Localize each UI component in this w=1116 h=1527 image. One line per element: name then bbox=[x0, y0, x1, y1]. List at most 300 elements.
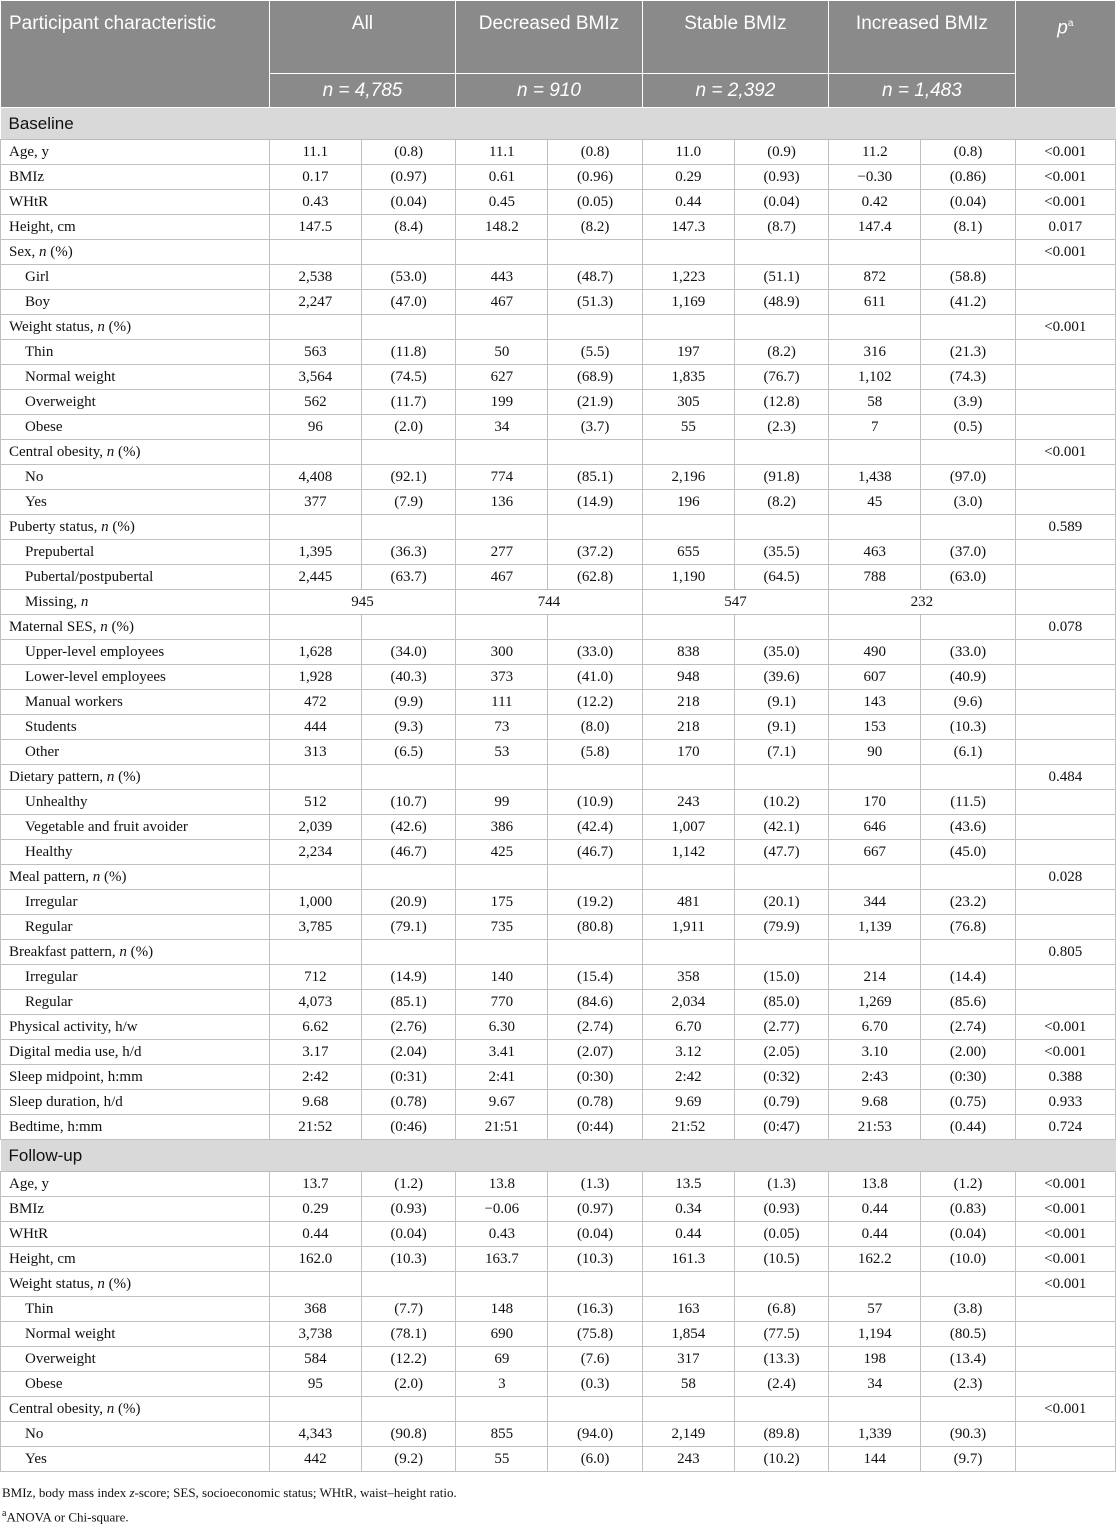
cell-spread bbox=[921, 315, 1015, 340]
table-row bbox=[1, 1397, 1116, 1422]
cell-spread: (10.7) bbox=[361, 790, 455, 815]
cell-value: 2,039 bbox=[269, 815, 361, 840]
cell-spread: (79.1) bbox=[361, 915, 455, 940]
cell-spread: (80.8) bbox=[548, 915, 642, 940]
cell-value: 467 bbox=[456, 290, 548, 315]
cell-value: 472 bbox=[269, 690, 361, 715]
footnote-abbreviations: BMIz, body mass index z-score; SES, socioeconomic status; WHtR, waist–height ratio. bbox=[2, 1485, 457, 1500]
cell-value bbox=[642, 1397, 734, 1422]
cell-spread: (8.1) bbox=[921, 215, 1015, 240]
cell-spread: (42.4) bbox=[548, 815, 642, 840]
cell-value: 463 bbox=[829, 540, 921, 565]
row-label: Sex, n (%) bbox=[1, 240, 270, 265]
table-row bbox=[1, 390, 1116, 415]
cell-spread: (94.0) bbox=[548, 1422, 642, 1447]
cell-value: 140 bbox=[456, 965, 548, 990]
cell-p-value: <0.001 bbox=[1015, 240, 1115, 265]
cell-spread: (78.1) bbox=[361, 1322, 455, 1347]
table-row bbox=[1, 1322, 1116, 1347]
cell-spread: (10.2) bbox=[734, 790, 828, 815]
cell-spread: (2.07) bbox=[548, 1040, 642, 1065]
cell-spread: (13.3) bbox=[734, 1347, 828, 1372]
cell-spread: (0.78) bbox=[548, 1090, 642, 1115]
cell-spread: (47.0) bbox=[361, 290, 455, 315]
cell-p-value: 0.805 bbox=[1015, 940, 1115, 965]
cell-spread: (41.2) bbox=[921, 290, 1015, 315]
cell-value: 9.68 bbox=[269, 1090, 361, 1115]
cell-value: 11.0 bbox=[642, 140, 734, 165]
cell-value: 788 bbox=[829, 565, 921, 590]
cell-spread: (12.2) bbox=[361, 1347, 455, 1372]
cell-value bbox=[456, 1397, 548, 1422]
cell-spread bbox=[921, 615, 1015, 640]
cell-value: 6.30 bbox=[456, 1015, 548, 1040]
cell-spread: (13.4) bbox=[921, 1347, 1015, 1372]
cell-spread bbox=[734, 240, 828, 265]
row-label: Age, y bbox=[1, 1172, 270, 1197]
cell-value: 305 bbox=[642, 390, 734, 415]
header-group-stable: Stable BMIz bbox=[642, 1, 828, 74]
row-label: Healthy bbox=[1, 840, 270, 865]
cell-value: 214 bbox=[829, 965, 921, 990]
cell-value: 2,445 bbox=[269, 565, 361, 590]
cell-spread: (10.2) bbox=[734, 1447, 828, 1472]
cell-spread: (0:46) bbox=[361, 1115, 455, 1140]
table-row bbox=[1, 1090, 1116, 1115]
cell-p-value bbox=[1015, 690, 1115, 715]
row-label: Regular bbox=[1, 915, 270, 940]
cell-spread: (76.7) bbox=[734, 365, 828, 390]
row-label: Yes bbox=[1, 490, 270, 515]
p-letter: p bbox=[1057, 17, 1068, 39]
cell-value: 11.2 bbox=[829, 140, 921, 165]
row-label: Boy bbox=[1, 290, 270, 315]
cell-spread: (90.3) bbox=[921, 1422, 1015, 1447]
cell-p-value bbox=[1015, 290, 1115, 315]
cell-spread: (53.0) bbox=[361, 265, 455, 290]
cell-spread: (7.9) bbox=[361, 490, 455, 515]
cell-value: 735 bbox=[456, 915, 548, 940]
cell-value: 2:41 bbox=[456, 1065, 548, 1090]
cell-spread: (10.3) bbox=[921, 715, 1015, 740]
cell-value bbox=[829, 1272, 921, 1297]
row-label: Irregular bbox=[1, 890, 270, 915]
cell-spread: (9.2) bbox=[361, 1447, 455, 1472]
cell-spread: (0.79) bbox=[734, 1090, 828, 1115]
cell-value bbox=[829, 1397, 921, 1422]
cell-value: 2:42 bbox=[269, 1065, 361, 1090]
cell-spread bbox=[921, 440, 1015, 465]
cell-spread: (45.0) bbox=[921, 840, 1015, 865]
cell-value bbox=[456, 515, 548, 540]
cell-value: 99 bbox=[456, 790, 548, 815]
table-row bbox=[1, 590, 1116, 615]
cell-spread bbox=[734, 765, 828, 790]
cell-value: 627 bbox=[456, 365, 548, 390]
cell-spread bbox=[734, 615, 828, 640]
section-title: Baseline bbox=[1, 108, 1116, 140]
cell-p-value bbox=[1015, 790, 1115, 815]
table-row bbox=[1, 1040, 1116, 1065]
cell-value: 148.2 bbox=[456, 215, 548, 240]
cell-spread: (84.6) bbox=[548, 990, 642, 1015]
cell-spread: (48.9) bbox=[734, 290, 828, 315]
cell-spread: (0.8) bbox=[361, 140, 455, 165]
cell-value: 0.42 bbox=[829, 190, 921, 215]
cell-spread bbox=[361, 1397, 455, 1422]
row-label: Normal weight bbox=[1, 1322, 270, 1347]
cell-p-value bbox=[1015, 1297, 1115, 1322]
cell-value: 1,102 bbox=[829, 365, 921, 390]
cell-spread: (7.7) bbox=[361, 1297, 455, 1322]
cell-value: 90 bbox=[829, 740, 921, 765]
cell-spread: (63.7) bbox=[361, 565, 455, 590]
table-row bbox=[1, 915, 1116, 940]
cell-spread: (34.0) bbox=[361, 640, 455, 665]
cell-spread: (76.8) bbox=[921, 915, 1015, 940]
cell-spread: (46.7) bbox=[361, 840, 455, 865]
table-row bbox=[1, 665, 1116, 690]
cell-value: 1,142 bbox=[642, 840, 734, 865]
cell-spread: (40.9) bbox=[921, 665, 1015, 690]
cell-p-value bbox=[1015, 640, 1115, 665]
cell-value: 1,438 bbox=[829, 465, 921, 490]
table-row bbox=[1, 765, 1116, 790]
cell-value bbox=[269, 765, 361, 790]
cell-spread: (91.8) bbox=[734, 465, 828, 490]
cell-spread: (8.0) bbox=[548, 715, 642, 740]
cell-value: 73 bbox=[456, 715, 548, 740]
cell-spread: (9.3) bbox=[361, 715, 455, 740]
table-row bbox=[1, 515, 1116, 540]
cell-value: 162.2 bbox=[829, 1247, 921, 1272]
header-n-decreased: n = 910 bbox=[456, 74, 643, 108]
cell-spread: (0:47) bbox=[734, 1115, 828, 1140]
cell-value: 11.1 bbox=[456, 140, 548, 165]
cell-value: 3.12 bbox=[642, 1040, 734, 1065]
cell-spread bbox=[548, 1397, 642, 1422]
cell-p-value bbox=[1015, 565, 1115, 590]
cell-value: 3,785 bbox=[269, 915, 361, 940]
table-row bbox=[1, 415, 1116, 440]
cell-p-value bbox=[1015, 390, 1115, 415]
cell-p-value: 0.028 bbox=[1015, 865, 1115, 890]
cell-spread: (10.3) bbox=[361, 1247, 455, 1272]
cell-p-value: <0.001 bbox=[1015, 1197, 1115, 1222]
cell-value: 6.70 bbox=[829, 1015, 921, 1040]
cell-value: 3.41 bbox=[456, 1040, 548, 1065]
table-row bbox=[1, 290, 1116, 315]
cell-spread bbox=[361, 865, 455, 890]
cell-spread: (10.5) bbox=[734, 1247, 828, 1272]
header-group-decreased: Decreased BMIz bbox=[456, 1, 643, 74]
cell-value: 34 bbox=[456, 415, 548, 440]
cell-value: 1,854 bbox=[642, 1322, 734, 1347]
cell-spread: (2.3) bbox=[734, 415, 828, 440]
footnote-a bbox=[2, 1503, 1116, 1527]
cell-spread: (75.8) bbox=[548, 1322, 642, 1347]
cell-spread: (0.97) bbox=[361, 165, 455, 190]
row-label: Height, cm bbox=[1, 215, 270, 240]
cell-value: 2,538 bbox=[269, 265, 361, 290]
cell-spread: (2.3) bbox=[921, 1372, 1015, 1397]
header-p-value bbox=[1015, 1, 1115, 108]
footnotes bbox=[0, 1472, 1116, 1527]
cell-p-value: <0.001 bbox=[1015, 1247, 1115, 1272]
row-label: Sleep duration, h/d bbox=[1, 1090, 270, 1115]
cell-p-value bbox=[1015, 1372, 1115, 1397]
cell-spread: (47.7) bbox=[734, 840, 828, 865]
cell-p-value: <0.001 bbox=[1015, 1272, 1115, 1297]
row-label: Thin bbox=[1, 1297, 270, 1322]
cell-merged-value: 945 bbox=[269, 590, 455, 615]
cell-value: 4,408 bbox=[269, 465, 361, 490]
cell-value bbox=[456, 315, 548, 340]
row-label: Girl bbox=[1, 265, 270, 290]
cell-value: 136 bbox=[456, 490, 548, 515]
cell-value: 170 bbox=[829, 790, 921, 815]
cell-value: 277 bbox=[456, 540, 548, 565]
cell-value: 147.3 bbox=[642, 215, 734, 240]
cell-spread: (8.2) bbox=[548, 215, 642, 240]
row-label: Dietary pattern, n (%) bbox=[1, 765, 270, 790]
cell-spread: (2.0) bbox=[361, 1372, 455, 1397]
table-row bbox=[1, 1172, 1116, 1197]
cell-value: 163.7 bbox=[456, 1247, 548, 1272]
cell-p-value bbox=[1015, 840, 1115, 865]
cell-spread: (0.8) bbox=[921, 140, 1015, 165]
cell-spread: (2.4) bbox=[734, 1372, 828, 1397]
table-row bbox=[1, 240, 1116, 265]
cell-p-value bbox=[1015, 415, 1115, 440]
cell-spread: (0.9) bbox=[734, 140, 828, 165]
cell-value: 4,073 bbox=[269, 990, 361, 1015]
cell-spread bbox=[921, 940, 1015, 965]
cell-spread bbox=[734, 940, 828, 965]
row-label: Thin bbox=[1, 340, 270, 365]
cell-spread bbox=[548, 315, 642, 340]
cell-value: 0.44 bbox=[829, 1222, 921, 1247]
cell-value: 163 bbox=[642, 1297, 734, 1322]
table-row bbox=[1, 615, 1116, 640]
cell-spread bbox=[361, 315, 455, 340]
cell-spread: (16.3) bbox=[548, 1297, 642, 1322]
cell-value: 148 bbox=[456, 1297, 548, 1322]
table-row bbox=[1, 1297, 1116, 1322]
cell-spread: (0.93) bbox=[361, 1197, 455, 1222]
cell-value bbox=[269, 1397, 361, 1422]
cell-value: 481 bbox=[642, 890, 734, 915]
header-characteristic: Participant characteristic bbox=[1, 1, 270, 108]
cell-spread bbox=[548, 440, 642, 465]
cell-value: 562 bbox=[269, 390, 361, 415]
cell-value: 9.69 bbox=[642, 1090, 734, 1115]
cell-spread: (35.0) bbox=[734, 640, 828, 665]
cell-value: 0.61 bbox=[456, 165, 548, 190]
cell-value bbox=[829, 515, 921, 540]
cell-spread: (6.5) bbox=[361, 740, 455, 765]
cell-value: 9.68 bbox=[829, 1090, 921, 1115]
cell-value: 198 bbox=[829, 1347, 921, 1372]
cell-value: 1,835 bbox=[642, 365, 734, 390]
cell-value bbox=[829, 440, 921, 465]
header-n-stable: n = 2,392 bbox=[642, 74, 828, 108]
cell-spread: (7.1) bbox=[734, 740, 828, 765]
cell-p-value bbox=[1015, 465, 1115, 490]
cell-value: 161.3 bbox=[642, 1247, 734, 1272]
cell-value: 607 bbox=[829, 665, 921, 690]
cell-spread: (10.0) bbox=[921, 1247, 1015, 1272]
cell-spread: (42.1) bbox=[734, 815, 828, 840]
row-label: Upper-level employees bbox=[1, 640, 270, 665]
cell-spread: (74.5) bbox=[361, 365, 455, 390]
cell-spread: (0.86) bbox=[921, 165, 1015, 190]
table-body bbox=[1, 108, 1116, 1472]
row-label: Breakfast pattern, n (%) bbox=[1, 940, 270, 965]
cell-spread: (85.1) bbox=[548, 465, 642, 490]
cell-spread: (7.6) bbox=[548, 1347, 642, 1372]
cell-spread: (2.04) bbox=[361, 1040, 455, 1065]
cell-spread: (89.8) bbox=[734, 1422, 828, 1447]
cell-value: 1,269 bbox=[829, 990, 921, 1015]
cell-value: 13.5 bbox=[642, 1172, 734, 1197]
cell-spread bbox=[921, 515, 1015, 540]
cell-spread bbox=[548, 1272, 642, 1297]
row-label: Height, cm bbox=[1, 1247, 270, 1272]
table-row bbox=[1, 690, 1116, 715]
cell-spread bbox=[921, 765, 1015, 790]
cell-p-value bbox=[1015, 340, 1115, 365]
cell-spread bbox=[921, 240, 1015, 265]
cell-spread: (0.04) bbox=[361, 190, 455, 215]
table-row bbox=[1, 1065, 1116, 1090]
cell-spread bbox=[361, 440, 455, 465]
table-row bbox=[1, 565, 1116, 590]
cell-spread bbox=[548, 940, 642, 965]
cell-spread: (11.5) bbox=[921, 790, 1015, 815]
cell-spread: (40.3) bbox=[361, 665, 455, 690]
row-label: Physical activity, h/w bbox=[1, 1015, 270, 1040]
cell-value: 218 bbox=[642, 690, 734, 715]
table-row bbox=[1, 340, 1116, 365]
cell-spread: (90.8) bbox=[361, 1422, 455, 1447]
cell-spread: (14.4) bbox=[921, 965, 1015, 990]
cell-p-value: 0.078 bbox=[1015, 615, 1115, 640]
table-row bbox=[1, 265, 1116, 290]
cell-value: 0.34 bbox=[642, 1197, 734, 1222]
cell-value: 646 bbox=[829, 815, 921, 840]
cell-value: 425 bbox=[456, 840, 548, 865]
cell-spread: (20.9) bbox=[361, 890, 455, 915]
cell-spread bbox=[734, 440, 828, 465]
cell-p-value: <0.001 bbox=[1015, 190, 1115, 215]
cell-spread: (0.8) bbox=[548, 140, 642, 165]
cell-spread: (2.00) bbox=[921, 1040, 1015, 1065]
cell-value: 1,395 bbox=[269, 540, 361, 565]
cell-value: 170 bbox=[642, 740, 734, 765]
cell-value: 58 bbox=[829, 390, 921, 415]
cell-value bbox=[642, 240, 734, 265]
table-row bbox=[1, 840, 1116, 865]
cell-spread: (3.7) bbox=[548, 415, 642, 440]
cell-spread: (68.9) bbox=[548, 365, 642, 390]
cell-p-value: 0.484 bbox=[1015, 765, 1115, 790]
cell-value: 690 bbox=[456, 1322, 548, 1347]
cell-value bbox=[642, 315, 734, 340]
cell-spread: (8.7) bbox=[734, 215, 828, 240]
cell-spread bbox=[361, 1272, 455, 1297]
table-row bbox=[1, 190, 1116, 215]
cell-p-value: 0.724 bbox=[1015, 1115, 1115, 1140]
cell-value: 0.44 bbox=[642, 190, 734, 215]
row-label: BMIz bbox=[1, 165, 270, 190]
cell-value: 1,911 bbox=[642, 915, 734, 940]
cell-p-value bbox=[1015, 1422, 1115, 1447]
cell-p-value: <0.001 bbox=[1015, 1040, 1115, 1065]
cell-merged-value: 744 bbox=[456, 590, 643, 615]
table-row bbox=[1, 990, 1116, 1015]
cell-value bbox=[269, 240, 361, 265]
cell-value: 712 bbox=[269, 965, 361, 990]
cell-value bbox=[456, 240, 548, 265]
cell-merged-value: 232 bbox=[829, 590, 1015, 615]
cell-value: −0.30 bbox=[829, 165, 921, 190]
cell-p-value bbox=[1015, 715, 1115, 740]
cell-value bbox=[269, 315, 361, 340]
cell-value: 162.0 bbox=[269, 1247, 361, 1272]
cell-spread: (58.8) bbox=[921, 265, 1015, 290]
cell-value bbox=[829, 615, 921, 640]
table-row bbox=[1, 215, 1116, 240]
cell-value: 2:43 bbox=[829, 1065, 921, 1090]
cell-value: 11.1 bbox=[269, 140, 361, 165]
cell-spread: (1.3) bbox=[734, 1172, 828, 1197]
cell-value bbox=[269, 940, 361, 965]
cell-p-value bbox=[1015, 665, 1115, 690]
row-label: No bbox=[1, 1422, 270, 1447]
cell-value: 855 bbox=[456, 1422, 548, 1447]
cell-value: 6.62 bbox=[269, 1015, 361, 1040]
cell-p-value bbox=[1015, 365, 1115, 390]
cell-value: 4,343 bbox=[269, 1422, 361, 1447]
cell-p-value bbox=[1015, 590, 1115, 615]
cell-value: 3.10 bbox=[829, 1040, 921, 1065]
cell-value: 21:53 bbox=[829, 1115, 921, 1140]
cell-spread: (0:31) bbox=[361, 1065, 455, 1090]
cell-spread: (2.74) bbox=[921, 1015, 1015, 1040]
cell-p-value: 0.933 bbox=[1015, 1090, 1115, 1115]
cell-value: 147.4 bbox=[829, 215, 921, 240]
cell-value: 144 bbox=[829, 1447, 921, 1472]
table-row bbox=[1, 440, 1116, 465]
cell-spread: (37.2) bbox=[548, 540, 642, 565]
cell-value: 774 bbox=[456, 465, 548, 490]
cell-spread: (33.0) bbox=[548, 640, 642, 665]
cell-p-value: <0.001 bbox=[1015, 315, 1115, 340]
row-label: Obese bbox=[1, 1372, 270, 1397]
cell-value: 1,194 bbox=[829, 1322, 921, 1347]
cell-value: 21:52 bbox=[642, 1115, 734, 1140]
cell-spread bbox=[548, 865, 642, 890]
cell-value: 13.8 bbox=[456, 1172, 548, 1197]
row-label: Prepubertal bbox=[1, 540, 270, 565]
cell-spread: (5.8) bbox=[548, 740, 642, 765]
cell-spread bbox=[734, 865, 828, 890]
cell-spread: (37.0) bbox=[921, 540, 1015, 565]
cell-spread: (63.0) bbox=[921, 565, 1015, 590]
cell-p-value bbox=[1015, 890, 1115, 915]
cell-value: 3 bbox=[456, 1372, 548, 1397]
